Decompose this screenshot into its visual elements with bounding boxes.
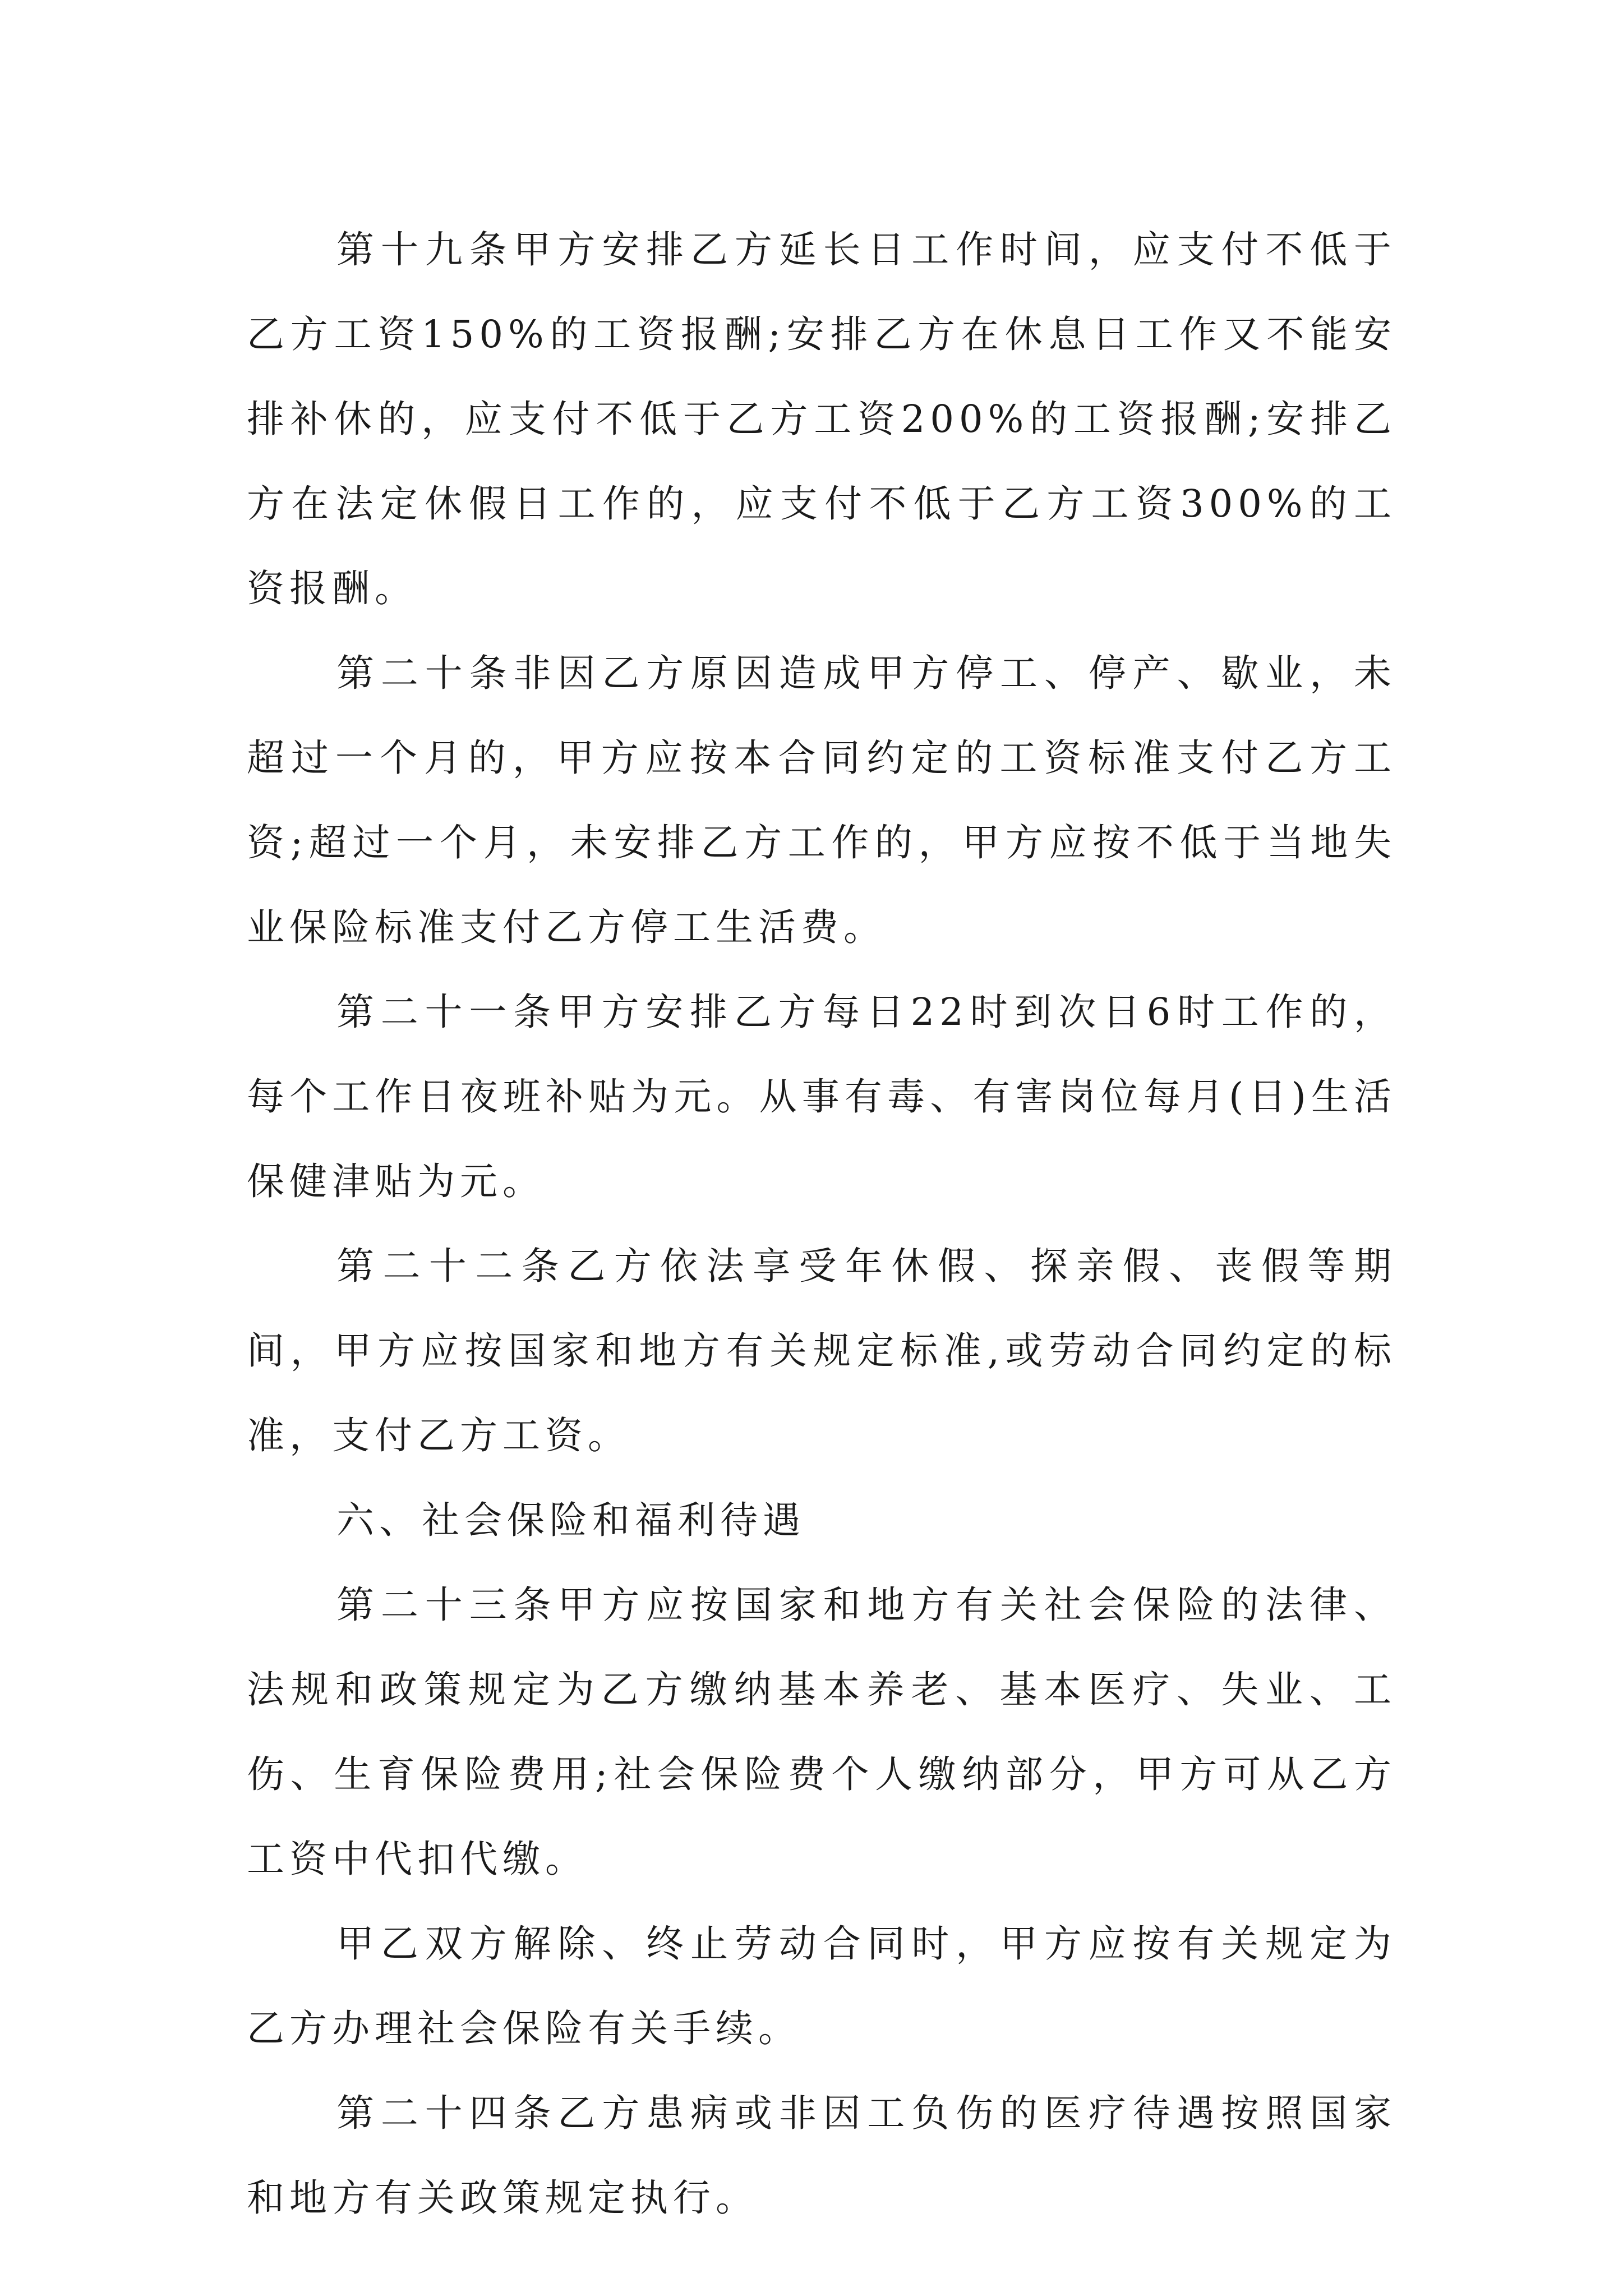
article-19-paragraph: 第十九条甲方安排乙方延长日工作时间，应支付不低于乙方工资150%的工资报酬;安排乙方在休息日工作又不能安排补休的，应支付不低于乙方工资200%的工资报酬;安排乙方在法定休假日工作的，应支付不低于乙方工资300%的工资报酬。 xyxy=(247,228,1396,610)
article-24-paragraph: 第二十四条乙方患病或非因工负伤的医疗待遇按照国家和地方有关政策规定执行。 xyxy=(247,2091,1396,2220)
article-22-paragraph: 第二十二条乙方依法享受年休假、探亲假、丧假等期间，甲方应按国家和地方有关规定标准,或劳动合同约定的标准，支付乙方工资。 xyxy=(247,1244,1396,1457)
termination-insurance-paragraph: 甲乙双方解除、终止劳动合同时，甲方应按有关规定为乙方办理社会保险有关手续。 xyxy=(247,1922,1396,2050)
article-21-paragraph: 第二十一条甲方安排乙方每日22时到次日6时工作的，每个工作日夜班补贴为元。从事有毒、有害岗位每月(日)生活保健津贴为元。 xyxy=(247,990,1396,1203)
article-20-paragraph: 第二十条非因乙方原因造成甲方停工、停产、歇业，未超过一个月的，甲方应按本合同约定的工资标准支付乙方工资;超过一个月，未安排乙方工作的，甲方应按不低于当地失业保险标准支付乙方停工生活费。 xyxy=(247,651,1396,949)
document-body xyxy=(247,208,1396,2240)
section-heading: 六、社会保险和福利待遇 xyxy=(336,1498,805,1542)
article-23-paragraph: 第二十三条甲方应按国家和地方有关社会保险的法律、法规和政策规定为乙方缴纳基本养老、基本医疗、失业、工伤、生育保险费用;社会保险费个人缴纳部分，甲方可从乙方工资中代扣代缴。 xyxy=(247,1583,1396,1881)
